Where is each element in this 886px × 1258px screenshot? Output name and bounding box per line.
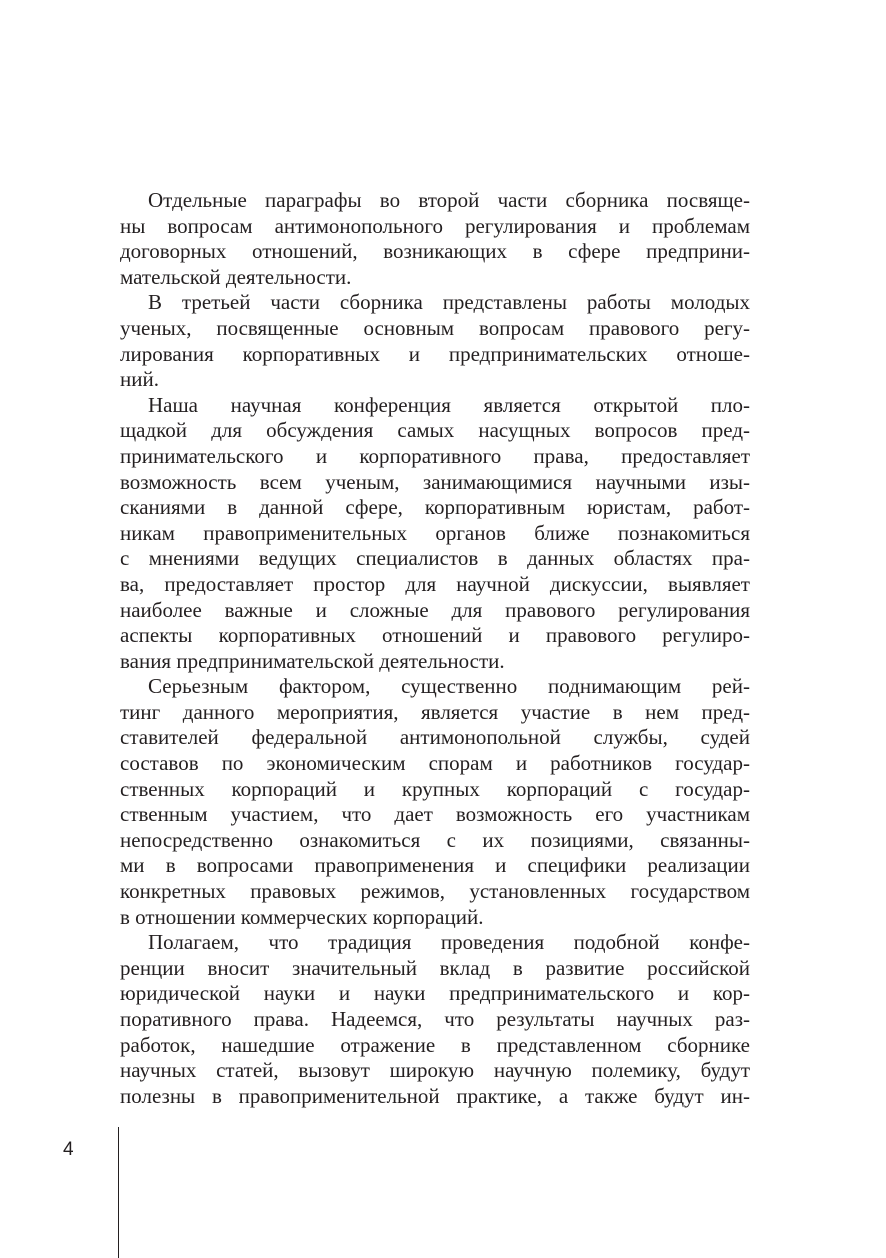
paragraph bbox=[120, 930, 750, 1109]
text-line: В третьей части сборника представлены работы молодых bbox=[148, 290, 750, 315]
text-line: ны вопросам антимонопольного регулирования и проблемам bbox=[120, 213, 750, 238]
text-line: договорных отношений, возникающих в сфере предприни- bbox=[120, 239, 750, 264]
text-line: юридической науки и науки предпринимательского и кор- bbox=[120, 981, 750, 1006]
text-line: ставителей федеральной антимонопольной службы, судей bbox=[120, 725, 750, 750]
text-line: наиболее важные и сложные для правового регулирования bbox=[120, 597, 750, 622]
text-line: возможность всем ученым, занимающимися научными изы- bbox=[120, 469, 750, 494]
text-line: с мнениями ведущих специалистов в данных областях пра- bbox=[120, 546, 750, 571]
text-line: ственных корпораций и крупных корпораций с государ- bbox=[120, 776, 750, 801]
paragraph bbox=[120, 674, 750, 930]
text-line: ний. bbox=[120, 367, 159, 392]
text-line: Полагаем, что традиция проведения подобной конфе- bbox=[148, 930, 750, 955]
text-line: вания предпринимательской деятельности. bbox=[120, 648, 505, 673]
text-line: составов по экономическим спорам и работников государ- bbox=[120, 751, 750, 776]
text-line: Серьезным фактором, существенно поднимающим рей- bbox=[148, 674, 750, 699]
text-line: сканиями в данной сфере, корпоративным юристам, работ- bbox=[120, 495, 750, 520]
text-line: в отношении коммерческих корпораций. bbox=[120, 904, 484, 929]
text-line: ва, предоставляет простор для научной дискуссии, выявляет bbox=[120, 571, 750, 596]
text-line: мательской деятельности. bbox=[120, 264, 352, 289]
text-line: аспекты корпоративных отношений и правового регулиро- bbox=[120, 623, 750, 648]
paragraph bbox=[120, 188, 750, 290]
text-line: щадкой для обсуждения самых насущных вопросов пред- bbox=[120, 418, 750, 443]
text-line: работок, нашедшие отражение в представленном сборнике bbox=[120, 1032, 750, 1057]
page-number: 4 bbox=[63, 1139, 74, 1160]
text-line: ренции вносит значительный вклад в развитие российской bbox=[120, 955, 750, 980]
text-line: непосредственно ознакомиться с их позициями, связанны- bbox=[120, 827, 750, 852]
text-line: лирования корпоративных и предпринимательских отноше- bbox=[120, 341, 750, 366]
text-line: принимательского и корпоративного права, предоставляет bbox=[120, 443, 750, 468]
text-line: Наша научная конференция является открытой пло- bbox=[148, 392, 750, 417]
margin-rule bbox=[118, 1127, 119, 1258]
text-line: полезны в правоприменительной практике, а также будут ин- bbox=[120, 1083, 750, 1108]
text-line: конкретных правовых режимов, установленных государством bbox=[120, 879, 750, 904]
text-line: поративного права. Надеемся, что результаты научных раз- bbox=[120, 1007, 750, 1031]
text-line: ственным участием, что дает возможность его участникам bbox=[120, 802, 750, 827]
text-line: никам правоприменительных органов ближе познакомиться bbox=[120, 520, 750, 545]
paragraph bbox=[120, 290, 750, 392]
text-line: ученых, посвященные основным вопросам правового регу- bbox=[120, 315, 750, 340]
text-line: ми в вопросами правоприменения и специфики реализации bbox=[120, 853, 750, 878]
text-line: тинг данного мероприятия, является участие в нем пред- bbox=[120, 699, 750, 724]
body-text bbox=[120, 188, 750, 1109]
paragraph bbox=[120, 393, 750, 675]
text-line: Отдельные параграфы во второй части сборника посвяще- bbox=[148, 188, 750, 212]
text-line: научных статей, вызовут широкую научную полемику, будут bbox=[120, 1058, 750, 1083]
